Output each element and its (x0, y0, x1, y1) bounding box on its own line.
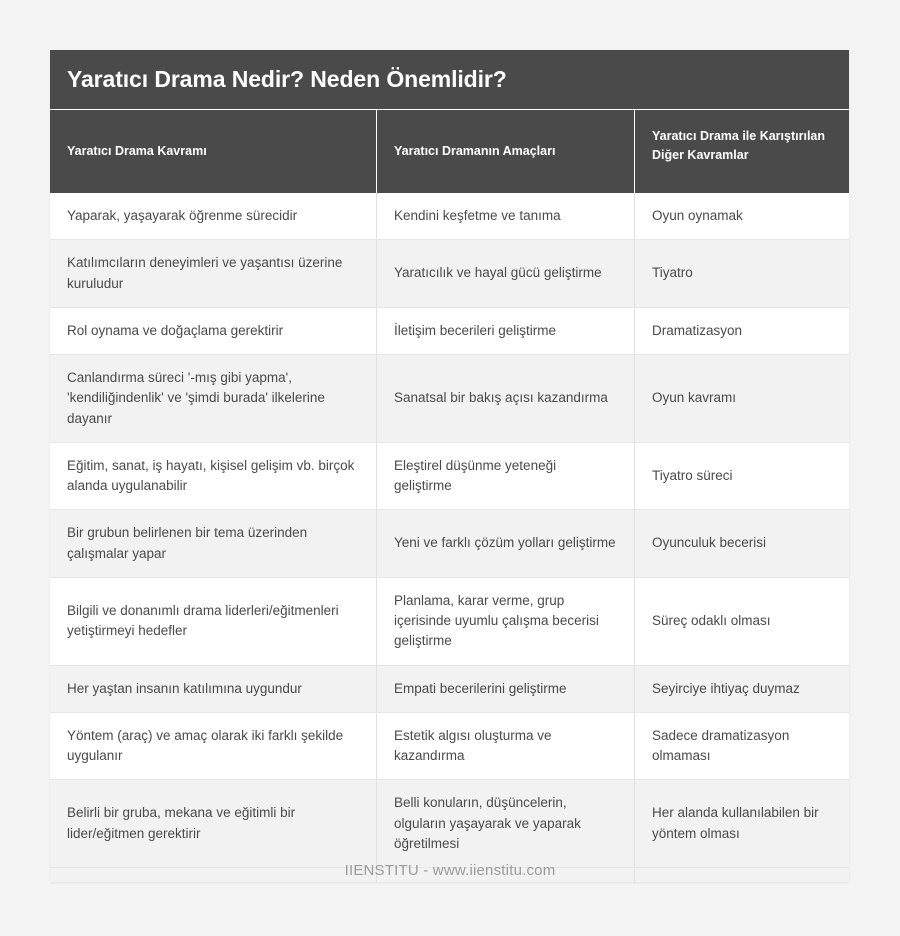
cell-text: Estetik algısı oluşturma ve kazandırma (394, 727, 552, 763)
column-header-goals (377, 110, 635, 193)
cell-text: Tiyatro (652, 265, 693, 281)
cell-text: Her alanda kullanılabilen bir yöntem olması (652, 805, 819, 841)
comparison-table (50, 50, 849, 882)
cell-text: Yaratıcılık ve hayal gücü geliştirme (394, 265, 602, 281)
cell-goal (377, 510, 635, 577)
table-row (50, 578, 849, 666)
cell-text: Katılımcıların deneyimleri ve yaşantısı üzerine kuruludur (67, 255, 343, 291)
cell-concept (50, 578, 377, 665)
cell-text: Yaparak, yaşayarak öğrenme sürecidir (67, 208, 298, 223)
cell-concept (50, 240, 377, 307)
cell-confused (635, 713, 849, 780)
cell-text: Süreç odaklı olması (652, 613, 771, 628)
cell-text: Bilgili ve donanımlı drama liderleri/eğitmenleri yetiştirmeyi hedefler (67, 602, 339, 639)
table-row (50, 193, 849, 240)
cell-confused (635, 193, 849, 239)
cell-goal (377, 780, 635, 867)
cell-text: Eleştirel düşünme yeteneği geliştirme (394, 457, 557, 493)
cell-goal (377, 578, 635, 665)
cell-text: Rol oynama ve doğaçlama gerektirir (67, 322, 284, 338)
table-row (50, 666, 849, 713)
page-title: Yaratıcı Drama Nedir? Neden Önemlidir? (67, 65, 507, 92)
cell-concept (50, 713, 377, 780)
table-header-row (50, 110, 849, 193)
cell-concept (50, 666, 377, 712)
cell-concept (50, 780, 377, 867)
cell-text: Tiyatro süreci (652, 467, 733, 483)
table-body (50, 193, 849, 882)
cell-text: Bir grubun belirlenen bir tema üzerinden çalışmalar yapar (67, 525, 308, 561)
cell-concept (50, 193, 377, 239)
cell-confused (635, 780, 849, 867)
table-row (50, 240, 849, 308)
table-row (50, 443, 849, 511)
table-row (50, 510, 849, 578)
table-row (50, 355, 849, 443)
cell-concept (50, 510, 377, 577)
footer-attribution (0, 862, 900, 879)
cell-goal (377, 355, 635, 442)
column-header-confused-concepts (635, 110, 849, 193)
cell-goal (377, 713, 635, 780)
cell-text: Oyun kavramı (652, 390, 737, 406)
column-header-confused-concepts-label: Yaratıcı Drama ile Karıştırılan Diğer Kavramlar (652, 129, 826, 162)
cell-text: Sadece dramatizasyon olmaması (652, 727, 790, 763)
cell-goal (377, 666, 635, 712)
footer-text: IIENSTITU - www.iienstitu.com (344, 862, 556, 879)
table-row (50, 713, 849, 781)
cell-text: Yöntem (araç) ve amaç olarak iki farklı şekilde uygulanır (67, 727, 344, 763)
cell-confused (635, 578, 849, 665)
column-header-concept (50, 110, 377, 193)
cell-goal (377, 443, 635, 510)
cell-text: Kendini keşfetme ve tanıma (394, 208, 561, 223)
cell-text: Yeni ve farklı çözüm yolları geliştirme (394, 535, 616, 551)
table-row (50, 308, 849, 355)
cell-confused (635, 666, 849, 712)
cell-text: Belirli bir gruba, mekana ve eğitimli bir lider/eğitmen gerektirir (67, 805, 296, 841)
cell-text: Seyirciye ihtiyaç duymaz (652, 680, 800, 696)
cell-concept (50, 308, 377, 354)
cell-text: Oyunculuk becerisi (652, 535, 767, 551)
cell-goal (377, 193, 635, 239)
cell-confused (635, 510, 849, 577)
cell-text: Canlandırma süreci '-mış gibi yapma', 'kendiliğindenlik' ve 'şimdi burada' ilkelerine dayanır (67, 370, 325, 426)
cell-text: İletişim becerileri geliştirme (394, 322, 557, 338)
cell-concept (50, 443, 377, 510)
table-title-bar (50, 50, 849, 110)
cell-concept (50, 355, 377, 442)
cell-confused (635, 240, 849, 307)
cell-confused (635, 443, 849, 510)
cell-text: Her yaştan insanın katılımına uygundur (67, 680, 302, 696)
cell-goal (377, 240, 635, 307)
cell-text: Sanatsal bir bakış açısı kazandırma (394, 390, 608, 406)
cell-confused (635, 308, 849, 354)
column-header-goals-label: Yaratıcı Dramanın Amaçları (394, 144, 556, 159)
cell-text: Oyun oynamak (652, 208, 743, 223)
column-header-concept-label: Yaratıcı Drama Kavramı (67, 144, 207, 159)
cell-text: Dramatizasyon (652, 322, 743, 338)
cell-text: Eğitim, sanat, iş hayatı, kişisel gelişim vb. birçok alanda uygulanabilir (67, 457, 355, 493)
cell-text: Planlama, karar verme, grup içerisinde uyumlu çalışma becerisi geliştirme (394, 592, 599, 649)
cell-confused (635, 355, 849, 442)
table-row (50, 780, 849, 868)
cell-text: Empati becerilerini geliştirme (394, 680, 567, 696)
cell-goal (377, 308, 635, 354)
cell-text: Belli konuların, düşüncelerin, olguların yaşayarak ve yaparak öğretilmesi (394, 795, 581, 851)
